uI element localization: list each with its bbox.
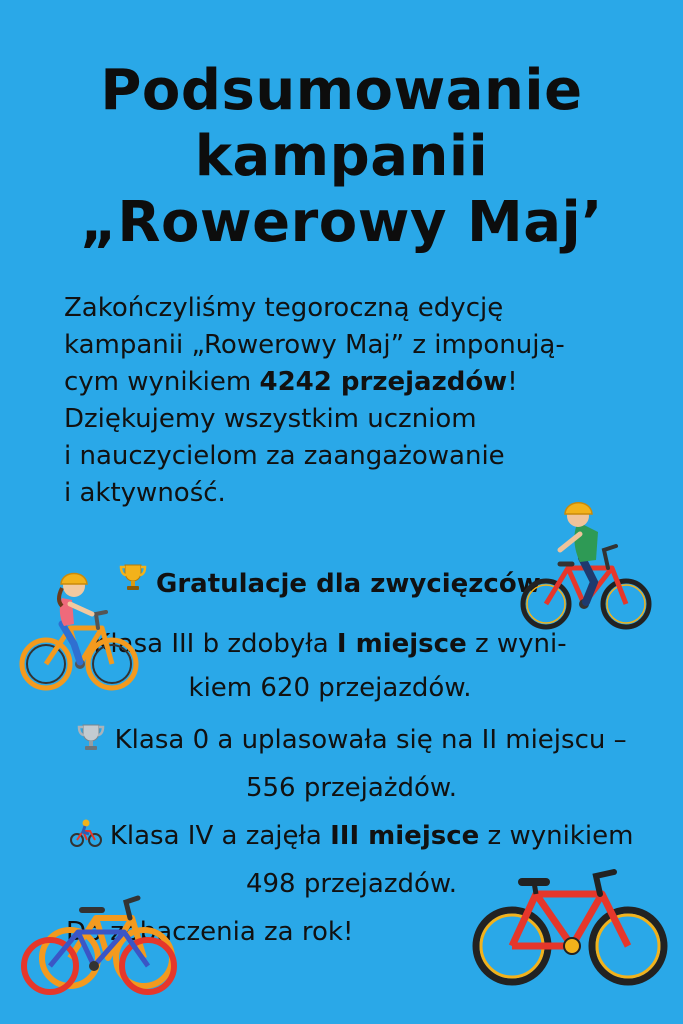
result-3-place: III miejsce xyxy=(330,821,480,851)
intro-line-2: kampanii „Rowerowy Maj” z imponują- xyxy=(64,330,565,360)
bicycles-left-illustration xyxy=(20,888,182,998)
title-line-2: kampanii xyxy=(194,124,489,189)
result-3-pre: Klasa IV a zajęła xyxy=(109,821,331,851)
intro-line-5: i nauczycielom za zaangażowanie xyxy=(64,441,505,471)
result-2-line-2: 556 przejażdów. xyxy=(245,773,458,803)
result-1-place: I miejsce xyxy=(336,629,467,659)
trophy-silver-icon xyxy=(76,722,106,766)
page-title xyxy=(0,58,683,256)
title-line-3: „Rowerowy Maj’ xyxy=(80,190,603,255)
total-rides: 4242 przejazdów xyxy=(259,367,508,397)
result-2-text: Klasa 0 a uplasowała się na II miejscu – xyxy=(114,725,627,755)
closing-text: Do zobaczenia za rok! xyxy=(66,917,354,947)
intro-line-3-post: ! xyxy=(507,367,518,397)
winners-heading-label: Gratulacje dla zwycięzców xyxy=(156,569,541,599)
result-3-line-2: 498 przejazdów. xyxy=(245,869,458,899)
result-3-post: z wynikiem xyxy=(479,821,634,851)
intro-line-1: Zakończyliśmy tegoroczną edycję xyxy=(64,293,504,323)
result-1-line-2: kiem 620 przejazdów. xyxy=(188,673,472,703)
cyclist-icon xyxy=(70,818,102,862)
intro-line-4: Dziękujemy wszystkim uczniom xyxy=(64,404,477,434)
cyclist-boy-illustration xyxy=(520,494,654,634)
red-bicycle-illustration xyxy=(472,866,668,992)
title-line-1: Podsumowanie xyxy=(100,58,583,123)
result-2-line-1 xyxy=(10,718,683,766)
result-second-place xyxy=(10,718,683,810)
intro-line-3 xyxy=(64,364,664,401)
result-3-line-1 xyxy=(10,814,683,862)
intro-line-6: i aktywność. xyxy=(64,478,226,508)
intro-line-3-pre: cym wynikiem xyxy=(64,367,260,397)
result-1-post: z wyni- xyxy=(466,629,567,659)
intro-paragraph xyxy=(64,290,664,512)
cyclist-girl-illustration xyxy=(18,558,138,690)
result-1-pre: Klasa III b zdobyła xyxy=(93,629,337,659)
